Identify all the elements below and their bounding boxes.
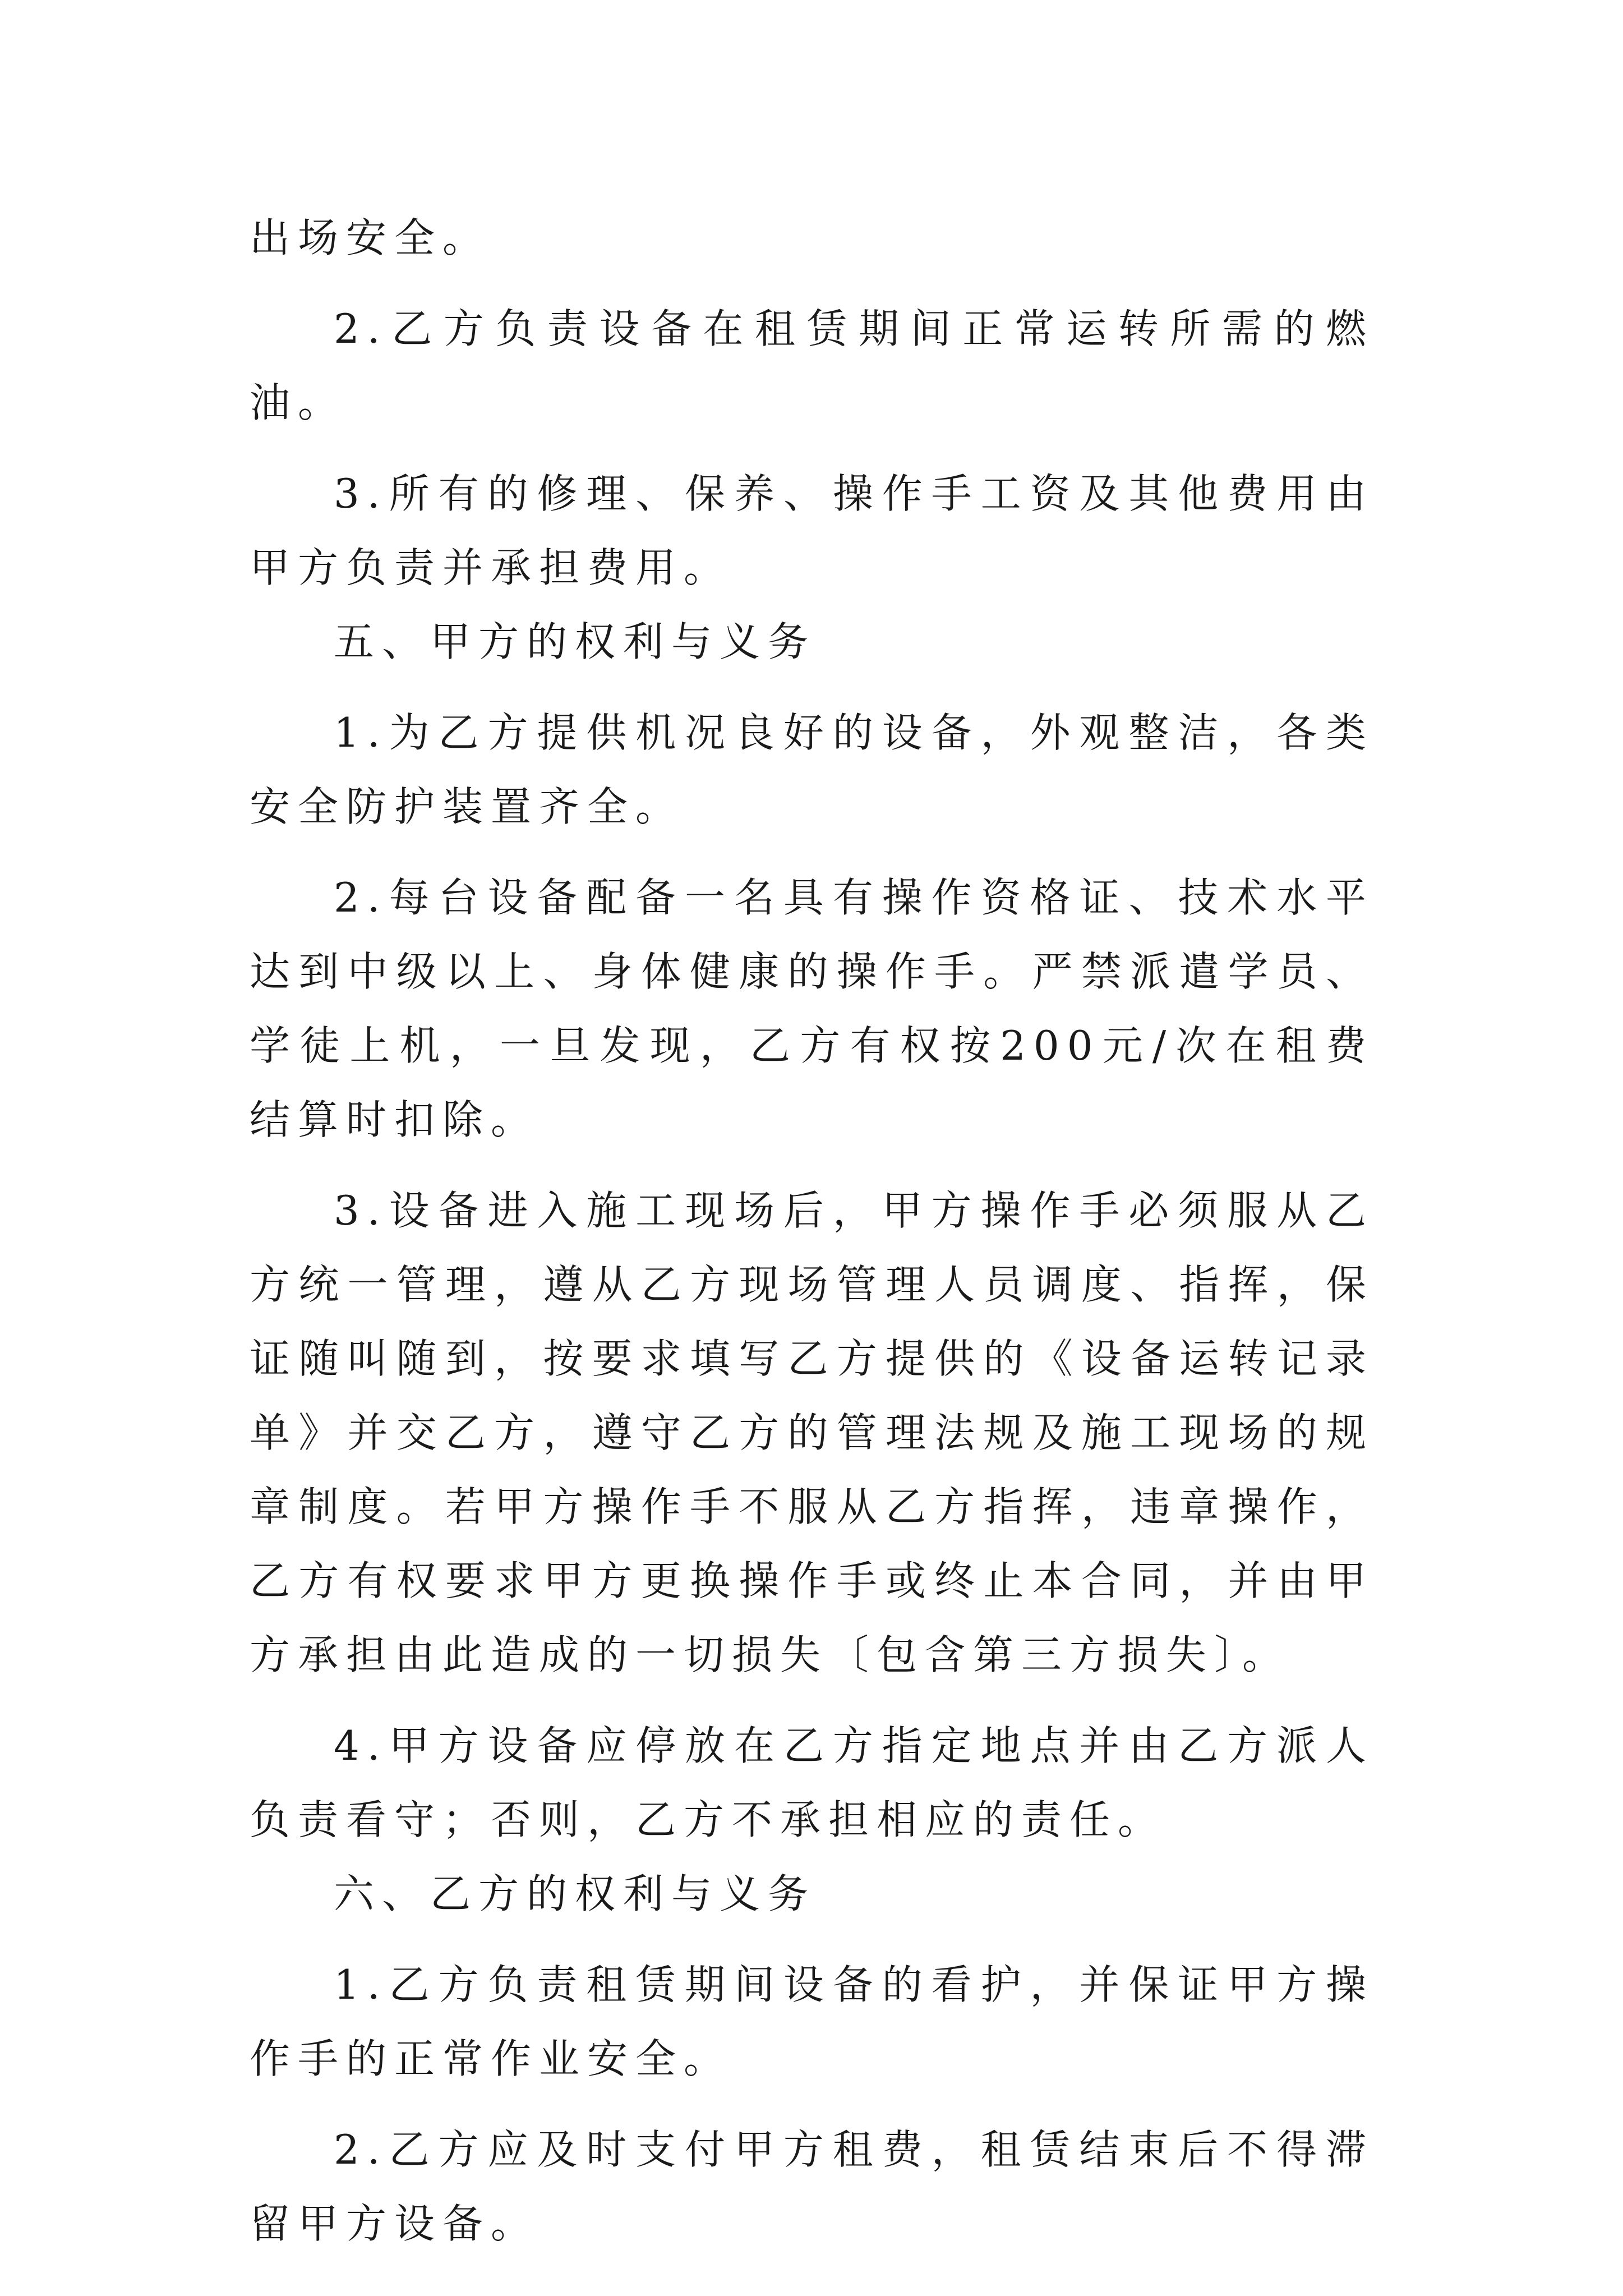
section-heading-party-a: 五、甲方的权利与义务 bbox=[334, 618, 817, 665]
paragraph-item-payment: 2.乙方应及时支付甲方租费，租赁结束后不得滞留甲方设备。 bbox=[250, 2126, 1374, 2247]
document-body bbox=[250, 201, 1374, 2261]
paragraph-item-costs: 3.所有的修理、保养、操作手工资及其他费用由甲方负责并承担费用。 bbox=[250, 470, 1374, 591]
paragraph-item-site-management: 3.设备进入施工现场后，甲方操作手必须服从乙方统一管理，遵从乙方现场管理人员调度、指挥，保证随叫随到，按要求填写乙方提供的《设备运转记录单》并交乙方，遵守乙方的管理法规及施工现场的规章制度。若甲方操作手不服从乙方指挥，违章操作，乙方有权要求甲方更换操作手或终止本合同，并由甲方承担由此造成的一切损失〔包含第三方损失〕。 bbox=[250, 1187, 1374, 1678]
paragraph-item-custody: 1.乙方负责租赁期间设备的看护，并保证甲方操作手的正常作业安全。 bbox=[250, 1961, 1374, 2082]
paragraph-item-equipment: 1.为乙方提供机况良好的设备，外观整洁，各类安全防护装置齐全。 bbox=[250, 709, 1374, 830]
paragraph-item-operator: 2.每台设备配备一名具有操作资格证、技术水平达到中级以上、身体健康的操作手。严禁派遣学员、学徒上机，一旦发现，乙方有权按200元/次在租费结算时扣除。 bbox=[250, 874, 1374, 1143]
paragraph-item-fuel: 2.乙方负责设备在租赁期间正常运转所需的燃油。 bbox=[250, 305, 1374, 426]
paragraph-item-parking: 4.甲方设备应停放在乙方指定地点并由乙方派人负责看守；否则，乙方不承担相应的责任。 bbox=[250, 1722, 1374, 1843]
section-heading-party-b: 六、乙方的权利与义务 bbox=[334, 1870, 817, 1917]
paragraph-continuation: 出场安全。 bbox=[250, 214, 491, 261]
